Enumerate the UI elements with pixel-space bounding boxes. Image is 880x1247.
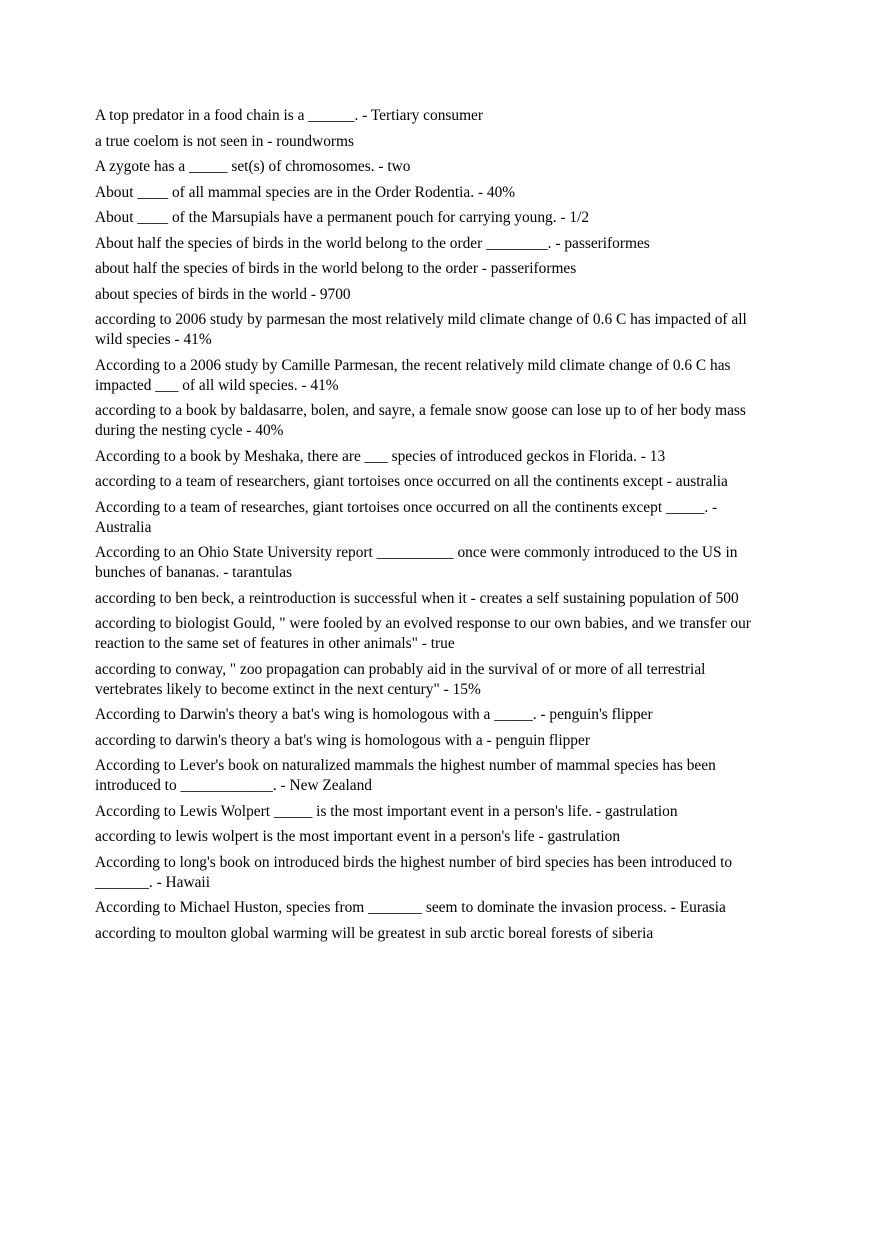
- flashcard-entry: according to a book by baldasarre, bolen, and sayre, a female snow goose can lose up to of her body mass during the nesting cycle - 40%: [95, 402, 746, 439]
- flashcard-entry: According to a book by Meshaka, there are ___ species of introduced geckos in Florida. - 13: [95, 447, 666, 465]
- flashcard-entry: about half the species of birds in the world belong to the order - passeriformes: [95, 260, 577, 277]
- flashcard-entry: A top predator in a food chain is a ______. - Tertiary consumer: [95, 107, 484, 124]
- flashcard-entry: according to darwin's theory a bat's wing is homologous with a - penguin flipper: [95, 731, 590, 749]
- flashcard-entry: according to biologist Gould, " were fooled by an evolved response to our own babies, and we transfer our reaction to the same set of features in other animals" - true: [95, 615, 751, 652]
- flashcard-entry: according to moulton global warming will be greatest in sub arctic boreal forests of siberia: [95, 924, 654, 942]
- flashcard-entry: About half the species of birds in the world belong to the order ________. - passeriformes: [95, 234, 650, 252]
- flashcard-entry: According to Michael Huston, species from _______ seem to dominate the invasion process. - Eurasia: [95, 899, 726, 916]
- flashcard-entry: according to lewis wolpert is the most important event in a person's life - gastrulation: [95, 828, 621, 845]
- flashcard-entry: according to 2006 study by parmesan the most relatively mild climate change of 0.6 C has impacted of all wild species - 41%: [95, 311, 747, 348]
- flashcard-entry: According to a team of researches, giant tortoises once occurred on all the continents except _____. - Australia: [95, 498, 718, 536]
- flashcard-entry: according to ben beck, a reintroduction is successful when it - creates a self sustaining population of 500: [95, 589, 739, 607]
- flashcard-entry: According to Lewis Wolpert _____ is the most important event in a person's life. - gastrulation: [95, 802, 678, 820]
- flashcard-entry: A zygote has a _____ set(s) of chromosomes. - two: [95, 158, 411, 175]
- flashcard-entry: According to Darwin's theory a bat's wing is homologous with a _____. - penguin's flipper: [95, 706, 653, 723]
- flashcard-entry: according to a team of researchers, giant tortoises once occurred on all the continents except - australia: [95, 473, 728, 490]
- flashcard-entry: about species of birds in the world - 9700: [95, 285, 351, 303]
- flashcard-entry: according to conway, " zoo propagation can probably aid in the survival of or more of all terrestrial vertebrates likely to become extinct in the next century" - 15%: [95, 660, 706, 698]
- flashcard-entry: According to an Ohio State University report __________ once were commonly introduced to the US in bunches of bananas. - tarantulas: [95, 544, 738, 581]
- flashcard-list: [95, 106, 755, 949]
- flashcard-entry: a true coelom is not seen in - roundworms: [95, 132, 355, 150]
- flashcard-entry: According to long's book on introduced birds the highest number of bird species has been introduced to _______. - Hawaii: [95, 853, 733, 891]
- flashcard-entry: About ____ of the Marsupials have a permanent pouch for carrying young. - 1/2: [95, 209, 590, 226]
- flashcard-entry: About ____ of all mammal species are in the Order Rodentia. - 40%: [95, 183, 516, 201]
- flashcard-entry: According to a 2006 study by Camille Parmesan, the recent relatively mild climate change of 0.6 C has impacted ___ of all wild species. - 41%: [95, 356, 731, 394]
- flashcard-entry: According to Lever's book on naturalized mammals the highest number of mammal species has been introduced to ____________. - New Zealand: [95, 757, 716, 794]
